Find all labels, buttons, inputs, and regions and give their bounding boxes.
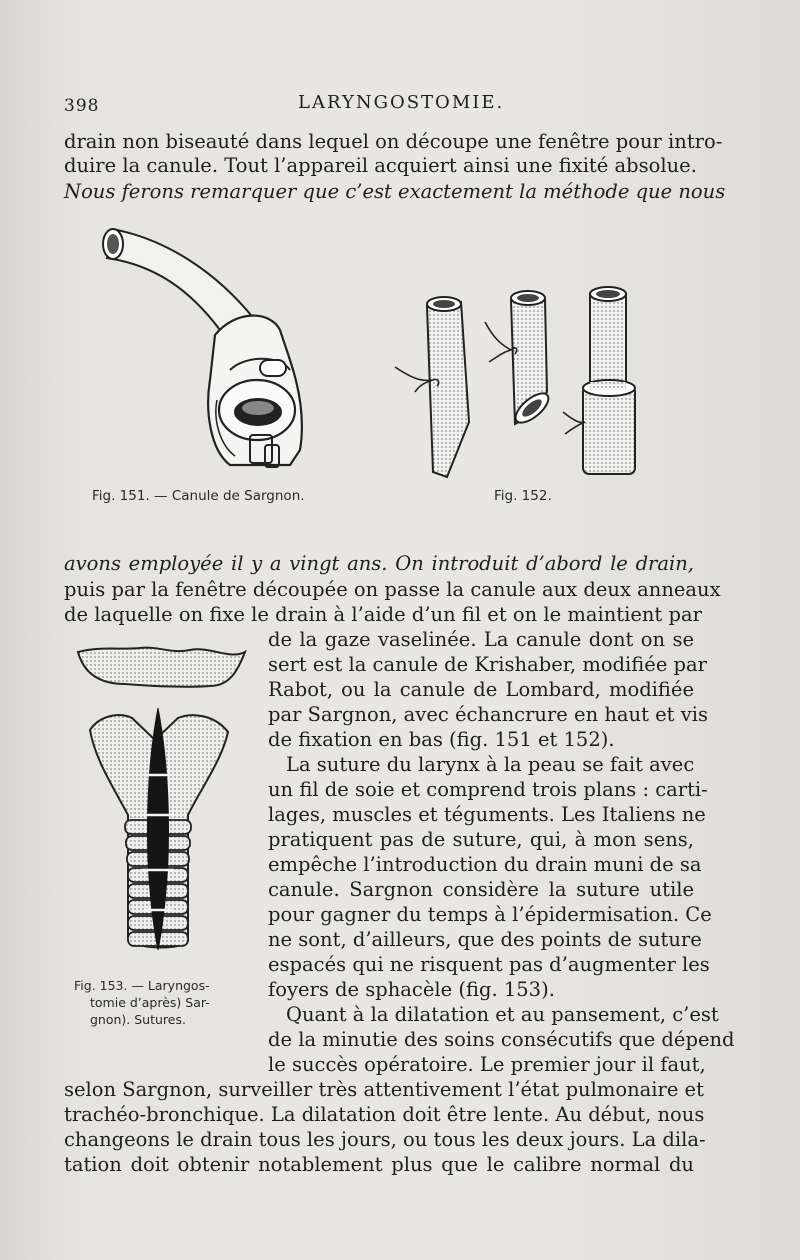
text-line: duire la canule. Tout l’appareil acquiert ainsi une fixité absolue. <box>64 154 697 177</box>
text-line: sert est la canule de Krishaber, modifiée par <box>268 653 707 676</box>
figure-153-caption-line: tomie d’après) Sar- <box>90 995 210 1010</box>
text-line: ne sont, d’ailleurs, que des points de suture <box>268 928 702 951</box>
text-line: un fil de soie et comprend trois plans : carti- <box>268 778 708 801</box>
text-line: selon Sargnon, surveiller très attentivement l’état pulmonaire et <box>64 1078 704 1101</box>
page-number: 398 <box>64 96 100 116</box>
text-line: canule. Sargnon considère la suture utile <box>268 878 694 901</box>
figure-152-drains <box>385 282 650 482</box>
text-line: Quant à la dilatation et au pansement, c’est <box>286 1003 719 1026</box>
text-line: tation doit obtenir notablement plus que le calibre normal du <box>64 1153 694 1176</box>
figure-153-caption-line: Fig. 153. — Laryngos- <box>74 978 210 993</box>
figure-153-caption-line: gnon). Sutures. <box>90 1012 186 1027</box>
figure-153-sutures <box>70 640 255 970</box>
text-line: La suture du larynx à la peau se fait avec <box>286 753 695 776</box>
text-line: espacés qui ne risquent pas d’augmenter les <box>268 953 710 976</box>
figure-151-caption: Fig. 151. — Canule de Sargnon. <box>92 488 305 504</box>
text-line: de la gaze vaselinée. La canule dont on se <box>268 628 694 651</box>
text-line: le succès opératoire. Le premier jour il faut, <box>268 1053 706 1076</box>
text-line: empêche l’introduction du drain muni de sa <box>268 853 702 876</box>
text-line: pratiquent pas de suture, qui, à mon sens, <box>268 828 694 851</box>
text-line: de la minutie des soins consécutifs que dépend <box>268 1028 735 1051</box>
text-line: trachéo-bronchique. La dilatation doit être lente. Au début, nous <box>64 1103 705 1126</box>
text-line: drain non biseauté dans lequel on découpe une fenêtre pour intro- <box>64 130 723 153</box>
figure-151-cannula <box>95 220 335 480</box>
text-line: foyers de sphacèle (fig. 153). <box>268 978 555 1001</box>
text-line: puis par la fenêtre découpée on passe la canule aux deux anneaux <box>64 578 721 601</box>
text-line: avons employée il y a vingt ans. On introduit d’abord le drain, <box>64 552 694 575</box>
text-line: de fixation en bas (fig. 151 et 152). <box>268 728 615 751</box>
text-line: changeons le drain tous les jours, ou tous les deux jours. La dila- <box>64 1128 706 1151</box>
text-line: Rabot, ou la canule de Lombard, modifiée <box>268 678 694 701</box>
text-line: pour gagner du temps à l’épidermisation. Ce <box>268 903 712 926</box>
text-line: par Sargnon, avec échancrure en haut et vis <box>268 703 708 726</box>
text-line: de laquelle on fixe le drain à l’aide d’un fil et on le maintient par <box>64 603 702 626</box>
running-title: LARYNGOSTOMIE. <box>298 92 505 113</box>
text-line: lages, muscles et téguments. Les Italiens ne <box>268 803 706 826</box>
text-line: Nous ferons remarquer que c’est exactement la méthode que nous <box>64 180 726 203</box>
figure-152-caption: Fig. 152. <box>494 488 552 504</box>
